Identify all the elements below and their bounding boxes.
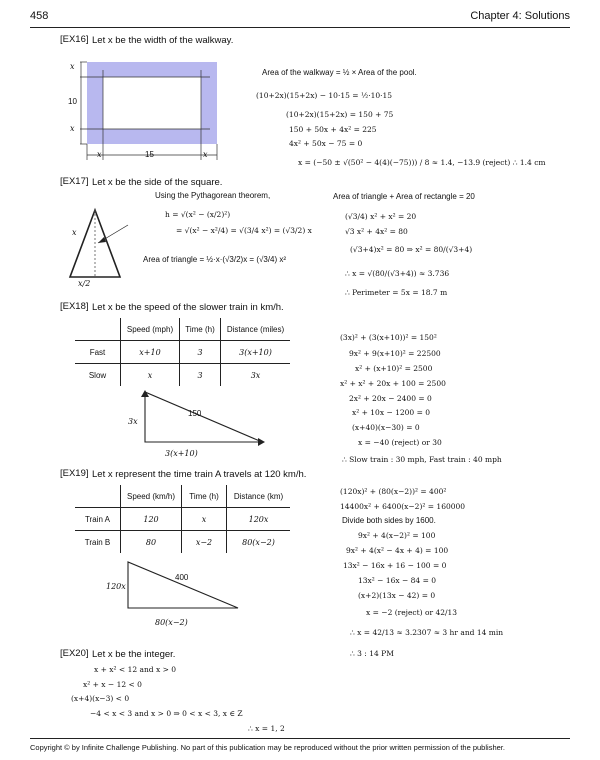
table-cell: Speed (mph) bbox=[121, 318, 180, 341]
ex16-pool-diagram bbox=[60, 52, 230, 164]
copyright-footer: Copyright © by Infinite Challenge Publishing. No part of this publication may be reproduced without the prior written permission of the publisher. bbox=[30, 743, 505, 752]
ex19-eq2: 14400x² + 6400(x−2)² = 160000 bbox=[340, 502, 466, 511]
ex17-h1: h = √(x² − (x/2)²) bbox=[165, 210, 231, 219]
table-row bbox=[75, 341, 290, 364]
ex19-intro: Let x represent the time train A travels at 120 km/h. bbox=[92, 469, 307, 480]
table-cell: 80(x−2) bbox=[227, 531, 291, 554]
ex17-right-head: Area of triangle + Area of rectangle = 20 bbox=[333, 192, 475, 201]
ex19-divide: Divide both sides by 1600. bbox=[342, 516, 436, 525]
table-cell: 3x bbox=[221, 364, 291, 387]
tri-left-label: 3x bbox=[128, 417, 138, 426]
tri-hyp-label: 400 bbox=[175, 573, 189, 582]
table-cell: 120 bbox=[121, 508, 182, 531]
ex18-step8: x = −40 (reject) or 30 bbox=[358, 438, 442, 447]
ex16-intro: Let x be the width of the walkway. bbox=[92, 35, 234, 46]
table-cell: Speed (km/h) bbox=[121, 485, 182, 508]
tri-hyp-label: 150 bbox=[188, 409, 202, 418]
ex19-table bbox=[75, 485, 290, 553]
ex16-step3: 150 + 50x + 4x² = 225 bbox=[289, 125, 377, 134]
table-cell: Distance (miles) bbox=[221, 318, 291, 341]
table-cell bbox=[75, 318, 121, 341]
ex17-h2: = √(x² − x²/4) = √(3/4 x²) = (√3/2) x bbox=[176, 226, 312, 235]
table-cell: 3 bbox=[180, 341, 221, 364]
table-cell: Train A bbox=[75, 508, 121, 531]
ex18-step6: x² + 10x − 1200 = 0 bbox=[352, 408, 431, 417]
footer-rule bbox=[30, 738, 570, 739]
tri-half-x: x/2 bbox=[78, 279, 91, 288]
ex18-step9: ∴ Slow train : 30 mph, Fast train : 40 mph bbox=[342, 455, 502, 464]
table-cell: Fast bbox=[75, 341, 121, 364]
ex20-title: [EX20] bbox=[60, 648, 89, 659]
dim-left-10: 10 bbox=[68, 97, 77, 106]
ex17-step2: √3 x² + 4x² = 80 bbox=[345, 227, 408, 236]
ex19-step8: ∴ 3 : 14 PM bbox=[350, 649, 394, 658]
ex17-title: [EX17] bbox=[60, 176, 89, 187]
table-cell: x bbox=[121, 364, 180, 387]
page-number: 458 bbox=[30, 10, 49, 22]
table-cell: Time (h) bbox=[182, 485, 227, 508]
table-cell: 80 bbox=[121, 531, 182, 554]
ex16-step5: x = (−50 ± √(50² − 4(4)(−75))) / 8 ≈ 1.4, −13.9 (reject) ∴ 1.4 cm bbox=[298, 158, 546, 167]
ex17-intro: Let x be the side of the square. bbox=[92, 177, 223, 188]
ex16-title: [EX16] bbox=[60, 34, 89, 45]
ex19-eq1: (120x)² + (80(x−2))² = 400² bbox=[340, 487, 447, 496]
ex20-s3: (x+4)(x−3) < 0 bbox=[71, 694, 130, 703]
ex20-s2: x² + x − 12 < 0 bbox=[83, 680, 142, 689]
table-cell: x bbox=[182, 508, 227, 531]
table-cell: 3 bbox=[180, 364, 221, 387]
ex18-step7: (x+40)(x−30) = 0 bbox=[352, 423, 420, 432]
table-cell: x−2 bbox=[182, 531, 227, 554]
ex20-s1: x + x² < 12 and x > 0 bbox=[94, 665, 177, 674]
ex17-triangle-diagram bbox=[60, 195, 170, 290]
chapter-title: Chapter 4: Solutions bbox=[470, 10, 570, 22]
ex19-step7: ∴ x = 42/13 ≈ 3.2307 ≈ 3 hr and 14 min bbox=[350, 628, 504, 637]
tri-left-label: 120x bbox=[106, 582, 126, 591]
ex18-table bbox=[75, 318, 290, 386]
ex16-step4: 4x² + 50x − 75 = 0 bbox=[289, 139, 363, 148]
ex18-step1: (3x)² + (3(x+10))² = 150² bbox=[340, 333, 437, 342]
ex19-triangle-diagram bbox=[123, 560, 243, 614]
table-row bbox=[75, 364, 290, 387]
tri-bottom-label: 3(x+10) bbox=[165, 449, 198, 458]
table-row bbox=[75, 531, 290, 554]
ex19-step2: 9x² + 4(x² − 4x + 4) = 100 bbox=[346, 546, 449, 555]
ex18-step3: x² + (x+10)² = 2500 bbox=[355, 364, 433, 373]
table-cell: 3(x+10) bbox=[221, 341, 291, 364]
table-cell: Slow bbox=[88, 370, 107, 380]
table-cell: x+10 bbox=[121, 341, 180, 364]
table-cell: Time (h) bbox=[180, 318, 221, 341]
ex19-step5: (x+2)(13x − 42) = 0 bbox=[358, 591, 436, 600]
table-cell: Distance (km) bbox=[227, 485, 291, 508]
tri-bottom-label: 80(x−2) bbox=[155, 618, 188, 627]
ex18-step5: 2x² + 20x − 2400 = 0 bbox=[349, 394, 432, 403]
header-rule bbox=[30, 27, 570, 28]
ex20-s5: ∴ x = 1, 2 bbox=[248, 724, 285, 733]
ex20-intro: Let x be the integer. bbox=[92, 649, 176, 660]
ex17-step4: ∴ x = √(80/(√3+4)) ≈ 3.736 bbox=[345, 269, 450, 278]
ex19-step6: x = −2 (reject) or 42/13 bbox=[366, 608, 458, 617]
ex19-step4: 13x² − 16x − 84 = 0 bbox=[358, 576, 437, 585]
table-header-row bbox=[75, 485, 290, 508]
dim-x-left: x bbox=[97, 150, 102, 159]
ex16-line1: Area of the walkway = ½ × Area of the pool. bbox=[262, 68, 417, 77]
ex19-step1: 9x² + 4(x−2)² = 100 bbox=[358, 531, 436, 540]
ex18-intro: Let x be the speed of the slower train in km/h. bbox=[92, 302, 284, 313]
table-cell bbox=[75, 485, 121, 508]
table-cell: Train B bbox=[84, 537, 111, 547]
dim-x-bottom: x bbox=[70, 124, 75, 133]
table-header-row bbox=[75, 318, 290, 341]
ex17-step1: (√3/4) x² + x² = 20 bbox=[345, 212, 417, 221]
ex17-area-triangle: Area of triangle = ½·x·(√3/2)x = (√3/4) x² bbox=[143, 255, 287, 264]
ex19-title: [EX19] bbox=[60, 468, 89, 479]
ex16-step1: (10+2x)(15+2x) − 10·15 = ½·10·15 bbox=[256, 91, 393, 100]
ex18-triangle-diagram bbox=[140, 390, 270, 448]
ex18-step2: 9x² + 9(x+10)² = 22500 bbox=[349, 349, 441, 358]
pool-region bbox=[103, 77, 201, 129]
tri-side-x: x bbox=[72, 228, 77, 237]
ex16-step2: (10+2x)(15+2x) = 150 + 75 bbox=[286, 110, 394, 119]
ex17-step5: ∴ Perimeter = 5x = 18.7 m bbox=[345, 288, 448, 297]
ex18-step4: x² + x² + 20x + 100 = 2500 bbox=[340, 379, 446, 388]
dim-bottom-15: 15 bbox=[145, 150, 154, 159]
table-cell: 120x bbox=[227, 508, 291, 531]
dim-x-top: x bbox=[70, 62, 75, 71]
dim-x-right: x bbox=[203, 150, 208, 159]
ex19-step3: 13x² − 16x + 16 − 100 = 0 bbox=[343, 561, 447, 570]
table-row bbox=[75, 508, 290, 531]
ex20-s4: −4 < x < 3 and x > 0 ⇒ 0 < x < 3, x ∈ Z bbox=[90, 709, 243, 718]
ex17-pythag: Using the Pythagorean theorem, bbox=[155, 191, 271, 200]
ex18-title: [EX18] bbox=[60, 301, 89, 312]
ex17-step3: (√3+4)x² = 80 ⇒ x² = 80/(√3+4) bbox=[350, 245, 473, 254]
